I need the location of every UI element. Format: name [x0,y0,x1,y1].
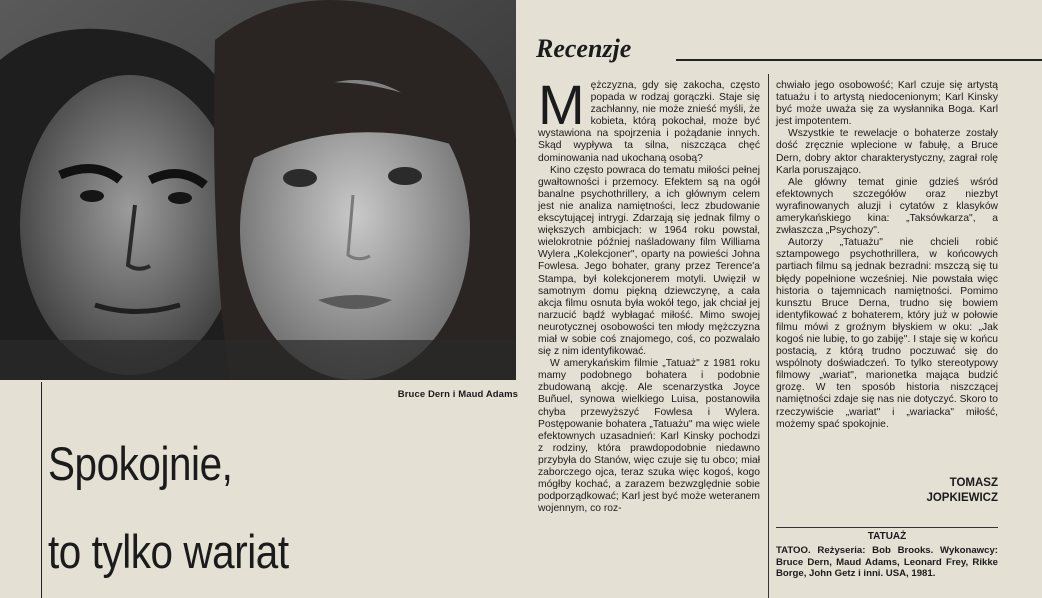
article-paragraph: Kino często powraca do tematu miłości pełnej gwałtowności i przemocy. Efektem są na ogół banalne psychothrillery, a ich głównym celem jest nie analiza namiętności, lecz zbudowanie ekscytującej intrygi. Zdarzają się jednak filmy o większych ambicjach: w 1964 roku powstał, wielokrotnie później naśladowany film Williama Wylera „Kolekcjoner", oparty na powieści Johna Fowlesa. Jego bohater, grany przez Terence'a Stampa, był kolekcjonerem motyli. Uwięził w samotnym domu piękną dziewczynę, a cała akcja filmu osnuta była wokół tego, jak chciał jej narzucić bądź wybłagać miłość. Mimo swojej neurotycznej osobowości ten młody mężczyzna miał w sobie coś znajomego, coś, co pozwalało się z nim identyfikować. [538,164,760,358]
article-paragraph: Ale główny temat ginie gdzieś wśród efektownych szczegółów oraz niezbyt wyrafinowanych aluzji i cytatów z klasyków amerykańskiego kina: „Taksówkarza", a zwłaszcza „Psychozy". [776,176,998,237]
section-title: Recenzje [536,34,632,63]
article-paragraph: W amerykańskim filmie „Tatuaż" z 1981 roku mamy podobnego bohatera i podobnie zbudowaną akcję. Ale scenarzystka Joyce Buñuel, synowa wielkiego Luisa, postanowiła chyba przewyższyć Fowlesa i Wylera. Postępowanie bohatera „Tatuażu" ma więc wiele efektownych uzasadnień: Karl Kinsky pochodzi z rodziny, która prawdopodobnie niedawno przybyła do Stanów, więc czuje się tu obco; miał zaborczego ojca, teraz szuka więc kogoś, kogo mógłby kochać, a zarazem bezwzględnie sobie podporządkować; Karl jest być może weteranem wojennym, co roz- [538,358,760,515]
article-column-1 [538,73,760,515]
headline-line-2: to tylko wariat [48,525,289,578]
article-paragraph: Mężczyzna, gdy się zakocha, często popada w rodzaj gorączki. Staje się zachłanny, nie może znieść myśli, że kobieta, którą pokochał, może być wystawiona na spojrzenia i pożądanie innych. Skąd wypływa ta silna, niszcząca chęć dominowania nad ukochaną osobą? [538,73,760,164]
film-info-text: TATOO. Reżyseria: Bob Brooks. Wykonawcy: Bruce Dern, Maud Adams, Leonard Frey, Rikke Borge, John Getz i inni. USA, 1981. [776,545,998,580]
article-paragraph: Autorzy „Tatuażu" nie chcieli robić sztampowego psychothrillera, w końcowych partiach filmu są jednak bezradni: mszczą się tu błędy popełnione wcześniej. Nie powstała więc historia o tajemnicach namiętności. Pomimo kunsztu Bruce Derna, trudno się bowiem identyfikować z bohaterem, który już w połowie filmu mówi z groźnym błyskiem w oku: „Jak kogoś nie lubię, to go zabiję". I staje się w końcu postacią, z którą trudno poczuwać się do wspólnoty doświadczeń. To tylko stereotypowy filmowy „wariat", marionetka mająca budzić grozę. W ten sposób historia niszczącej namiętności zdaje się nas nie dotyczyć. Skoro to rzeczywiście „wariat" i „wariacka" miłość, możemy spać spokojnie. [776,237,998,430]
headline-line-1: Spokojnie, [48,437,233,490]
article-paragraph: chwiało jego osobowość; Karl czuje się artystą tatuażu i to artystą niedocenionym; Karl Kinsky być może uważa się za wysłannika Boga. Karl jest impotentem. [776,80,998,128]
headline-divider [41,382,42,598]
article-paragraph: Wszystkie te rewelacje o bohaterze zostały dość zręcznie wplecione w fabułę, a Bruce Dern, dobry aktor charakterystyczny, zagrał rolę Karla poruszająco. [776,128,998,176]
dropcap: M [538,73,585,136]
column-divider [768,74,769,598]
section-title-rule [676,59,1042,61]
author-last-name: JOPKIEWICZ [926,492,998,504]
article-column-2 [776,80,998,431]
photo-caption: Bruce Dern i Maud Adams [397,389,518,400]
film-still-photo [0,0,516,380]
film-info-title: TATUAŻ [867,531,907,542]
author-first-name: TOMASZ [949,477,998,489]
film-info-rule [776,527,998,528]
